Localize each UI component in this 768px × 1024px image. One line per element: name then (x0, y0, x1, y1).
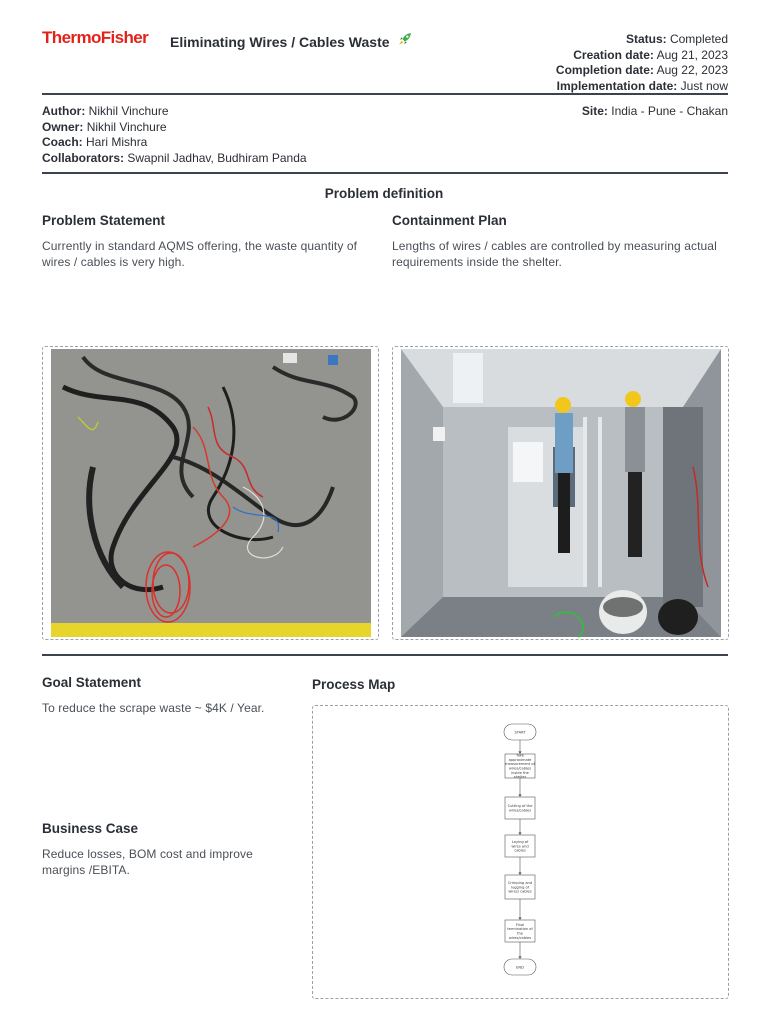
flow-arrowhead (518, 794, 521, 797)
thermofisher-logo: ThermoFisher (42, 28, 149, 47)
page-title: Eliminating Wires / Cables Waste (170, 34, 390, 50)
people-block (42, 104, 307, 166)
collaborators-value: Swapnil Jadhav, Budhiram Panda (127, 150, 307, 165)
collaborators-label: Collaborators: (42, 150, 125, 165)
author-value: Nikhil Vinchure (88, 104, 169, 118)
flow-step-label: Final (515, 922, 525, 927)
status-label: Status: (625, 32, 667, 46)
status-block (556, 32, 728, 94)
flow-step-label: the (517, 931, 523, 936)
business-case-text: Reduce losses, BOM cost and improve margins /EBITA. (42, 847, 253, 877)
site-info (582, 104, 728, 118)
flow-step-label: wires/cables (508, 935, 532, 940)
flow-step-label: Take (516, 753, 524, 758)
goal-statement-text: To reduce the scrape waste ~ $4K / Year. (42, 701, 265, 715)
flow-step-label: wires/cables (508, 808, 532, 813)
process-map-title: Process Map (312, 677, 396, 692)
implementation-date-value: Just now (680, 78, 728, 93)
completion-date-value: Aug 22, 2023 (656, 63, 728, 77)
coach-label: Coach: (42, 135, 83, 149)
flow-step-label: END (516, 965, 524, 970)
owner-label: Owner: (42, 119, 84, 134)
flow-step-label: measurement of (505, 762, 535, 767)
people-divider (42, 172, 728, 174)
author-label: Author: (42, 104, 86, 118)
owner-value: Nikhil Vinchure (86, 119, 167, 134)
shelter-interior-photo (392, 346, 729, 640)
flow-step-label: Laying of (511, 840, 529, 844)
process-map-section (312, 677, 395, 692)
business-case-title: Business Case (42, 821, 139, 836)
problem-statement-section (42, 213, 382, 270)
containment-plan-title: Containment Plan (392, 213, 507, 228)
flow-step-label: approximate (508, 757, 532, 762)
completion-date-label: Completion date: (555, 63, 654, 77)
flow-step-label: wires/ cables (508, 889, 532, 894)
rocket-icon (396, 30, 414, 48)
flow-arrowhead (518, 917, 521, 920)
flow-step-label: Cutting of the (507, 804, 533, 809)
flow-step-label: termination of (507, 927, 533, 932)
flow-step-label: wires and (511, 844, 529, 849)
problem-statement-title: Problem Statement (42, 213, 166, 228)
section-divider (42, 654, 728, 656)
wire-waste-image (43, 347, 378, 639)
implementation-date-label: Implementation date: (556, 78, 678, 93)
goal-statement-section (42, 675, 302, 716)
site-value: India - Pune - Chakan (611, 104, 728, 118)
flow-step-label: lugging of (510, 885, 530, 890)
process-map-flowchart (313, 706, 728, 998)
creation-date-label: Creation date: (573, 47, 654, 62)
flow-step-label: wires/cables (508, 766, 532, 771)
process-map-box (312, 705, 729, 999)
problem-definition-heading: Problem definition (324, 186, 444, 201)
containment-plan-section (392, 213, 722, 270)
goal-statement-title: Goal Statement (42, 675, 142, 690)
flow-step-label: START (514, 730, 526, 735)
flow-arrowhead (518, 832, 521, 835)
flow-arrowhead (518, 956, 521, 959)
site-label: Site: (581, 104, 608, 118)
flow-arrowhead (518, 872, 521, 875)
flow-step-label: inside the (511, 770, 529, 775)
shelter-interior-image (393, 347, 728, 639)
status-value: Completed (669, 32, 728, 46)
coach-value: Hari Mishra (86, 135, 148, 149)
creation-date-value: Aug 21, 2023 (656, 47, 728, 62)
business-case-section (42, 821, 282, 878)
header-divider (42, 93, 728, 95)
wire-waste-photo (42, 346, 379, 640)
problem-statement-text: Currently in standard AQMS offering, the waste quantity of wires / cables is very high. (42, 239, 358, 269)
flow-step-label: cables (514, 848, 526, 853)
flow-step-label: shelter (513, 775, 527, 780)
flow-step-label: Crimping and (507, 881, 533, 885)
containment-plan-text: Lengths of wires / cables are controlled by measuring actual requirements inside the shelter. (392, 239, 717, 269)
